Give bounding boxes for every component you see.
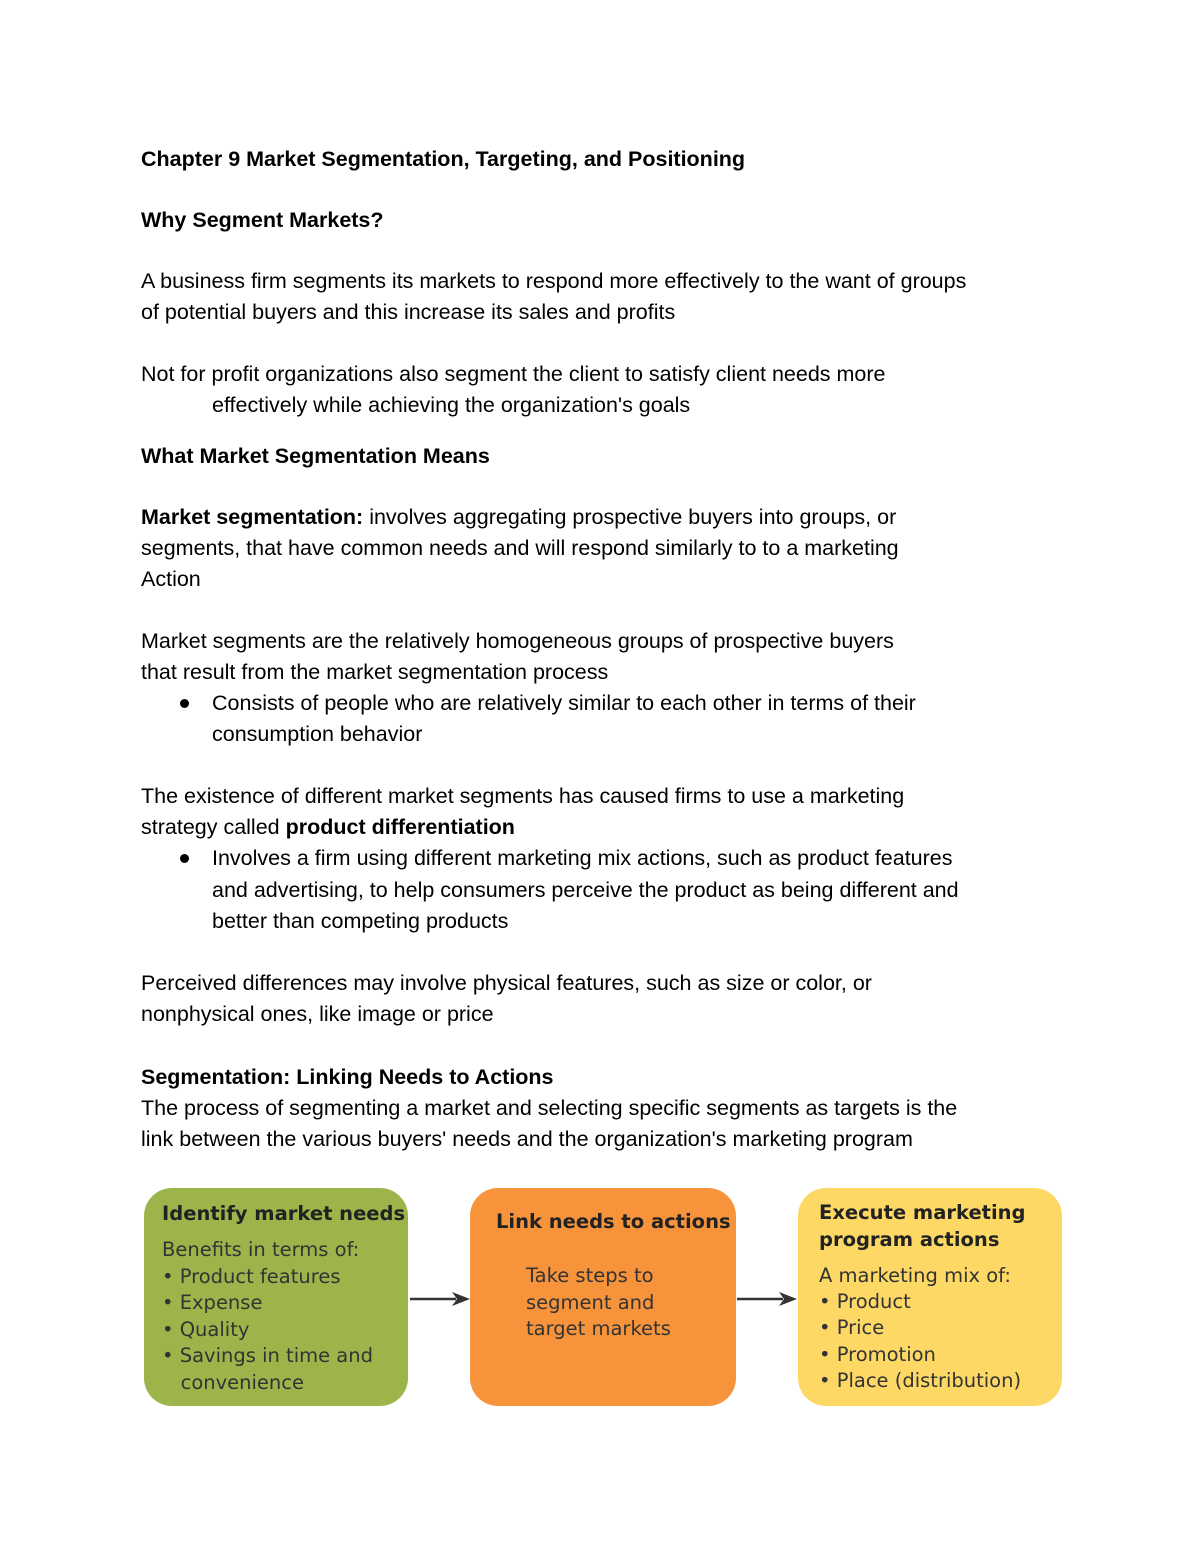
paragraph-line: The existence of different market segments has caused firms to use a marketing — [141, 784, 905, 808]
section-heading-link: Segmentation: Linking Needs to Actions — [141, 1065, 554, 1089]
box-body-line: segment and — [526, 1291, 655, 1314]
box-intro: Benefits in terms of: — [162, 1238, 360, 1261]
definition-line — [141, 503, 896, 531]
box-body-line: target markets — [526, 1317, 671, 1340]
section-heading-why: Why Segment Markets? — [141, 208, 384, 232]
paragraph-line: Not for profit organizations also segment the client to satisfy client needs more — [141, 362, 886, 386]
list-item: • Product features — [162, 1265, 341, 1288]
paragraph-line: A business firm segments its markets to respond more effectively to the want of groups — [141, 269, 967, 293]
paragraph-line: Action — [141, 567, 201, 591]
paragraph-line: The process of segmenting a market and selecting specific segments as targets is the — [141, 1096, 958, 1120]
list-item: • Savings in time and — [162, 1344, 373, 1367]
emphasis-term: product differentiation — [285, 815, 515, 839]
box-intro: A marketing mix of: — [819, 1264, 1011, 1287]
list-item: • Quality — [162, 1318, 250, 1341]
paragraph-line: segments, that have common needs and will respond similarly to to a marketing — [141, 536, 899, 560]
paragraph-line: effectively while achieving the organization's goals — [212, 393, 691, 417]
box-execute-actions — [798, 1188, 1062, 1406]
definition-text: involves aggregating prospective buyers into groups, or — [363, 505, 897, 529]
list-item: • Product — [819, 1290, 911, 1313]
bullet-line: and advertising, to help consumers perceive the product as being different and — [212, 878, 959, 902]
paragraph-line: Perceived differences may involve physical features, such as size or color, or — [141, 971, 872, 995]
bullet-line: Involves a firm using different marketing mix actions, such as product features — [212, 846, 953, 870]
bullet-icon — [180, 699, 189, 708]
box-title: program actions — [819, 1228, 1000, 1251]
box-identify-needs — [144, 1188, 408, 1406]
paragraph-line: link between the various buyers' needs and the organization's marketing program — [141, 1127, 913, 1151]
bullet-line: better than competing products — [212, 909, 509, 933]
paragraph-line: that result from the market segmentation process — [141, 660, 609, 684]
list-item: • Promotion — [819, 1343, 936, 1366]
arrow-right-icon — [735, 1287, 799, 1311]
list-item: • Expense — [162, 1291, 263, 1314]
arrow-right-icon — [408, 1287, 472, 1311]
definition-term: Market segmentation: — [141, 505, 364, 529]
page-title: Chapter 9 Market Segmentation, Targeting, and Positioning — [141, 147, 746, 171]
list-item: • Price — [819, 1316, 885, 1339]
box-title: Link needs to actions — [496, 1210, 731, 1233]
section-heading-what: What Market Segmentation Means — [141, 444, 490, 468]
paragraph-text: strategy called — [141, 815, 286, 839]
list-item: • Place (distribution) — [819, 1369, 1022, 1392]
bullet-line: Consists of people who are relatively similar to each other in terms of their — [212, 691, 916, 715]
bullet-icon — [180, 854, 189, 863]
box-title: Identify market needs — [162, 1202, 406, 1225]
paragraph-line: Market segments are the relatively homogeneous groups of prospective buyers — [141, 629, 894, 653]
box-body-line: Take steps to — [526, 1264, 654, 1287]
bullet-line: consumption behavior — [212, 722, 423, 746]
paragraph-line: of potential buyers and this increase its sales and profits — [141, 300, 676, 324]
box-link-needs — [470, 1188, 736, 1406]
paragraph-line — [141, 813, 515, 841]
box-title: Execute marketing — [819, 1201, 1026, 1224]
list-item: convenience — [162, 1371, 304, 1394]
paragraph-line: nonphysical ones, like image or price — [141, 1002, 494, 1026]
